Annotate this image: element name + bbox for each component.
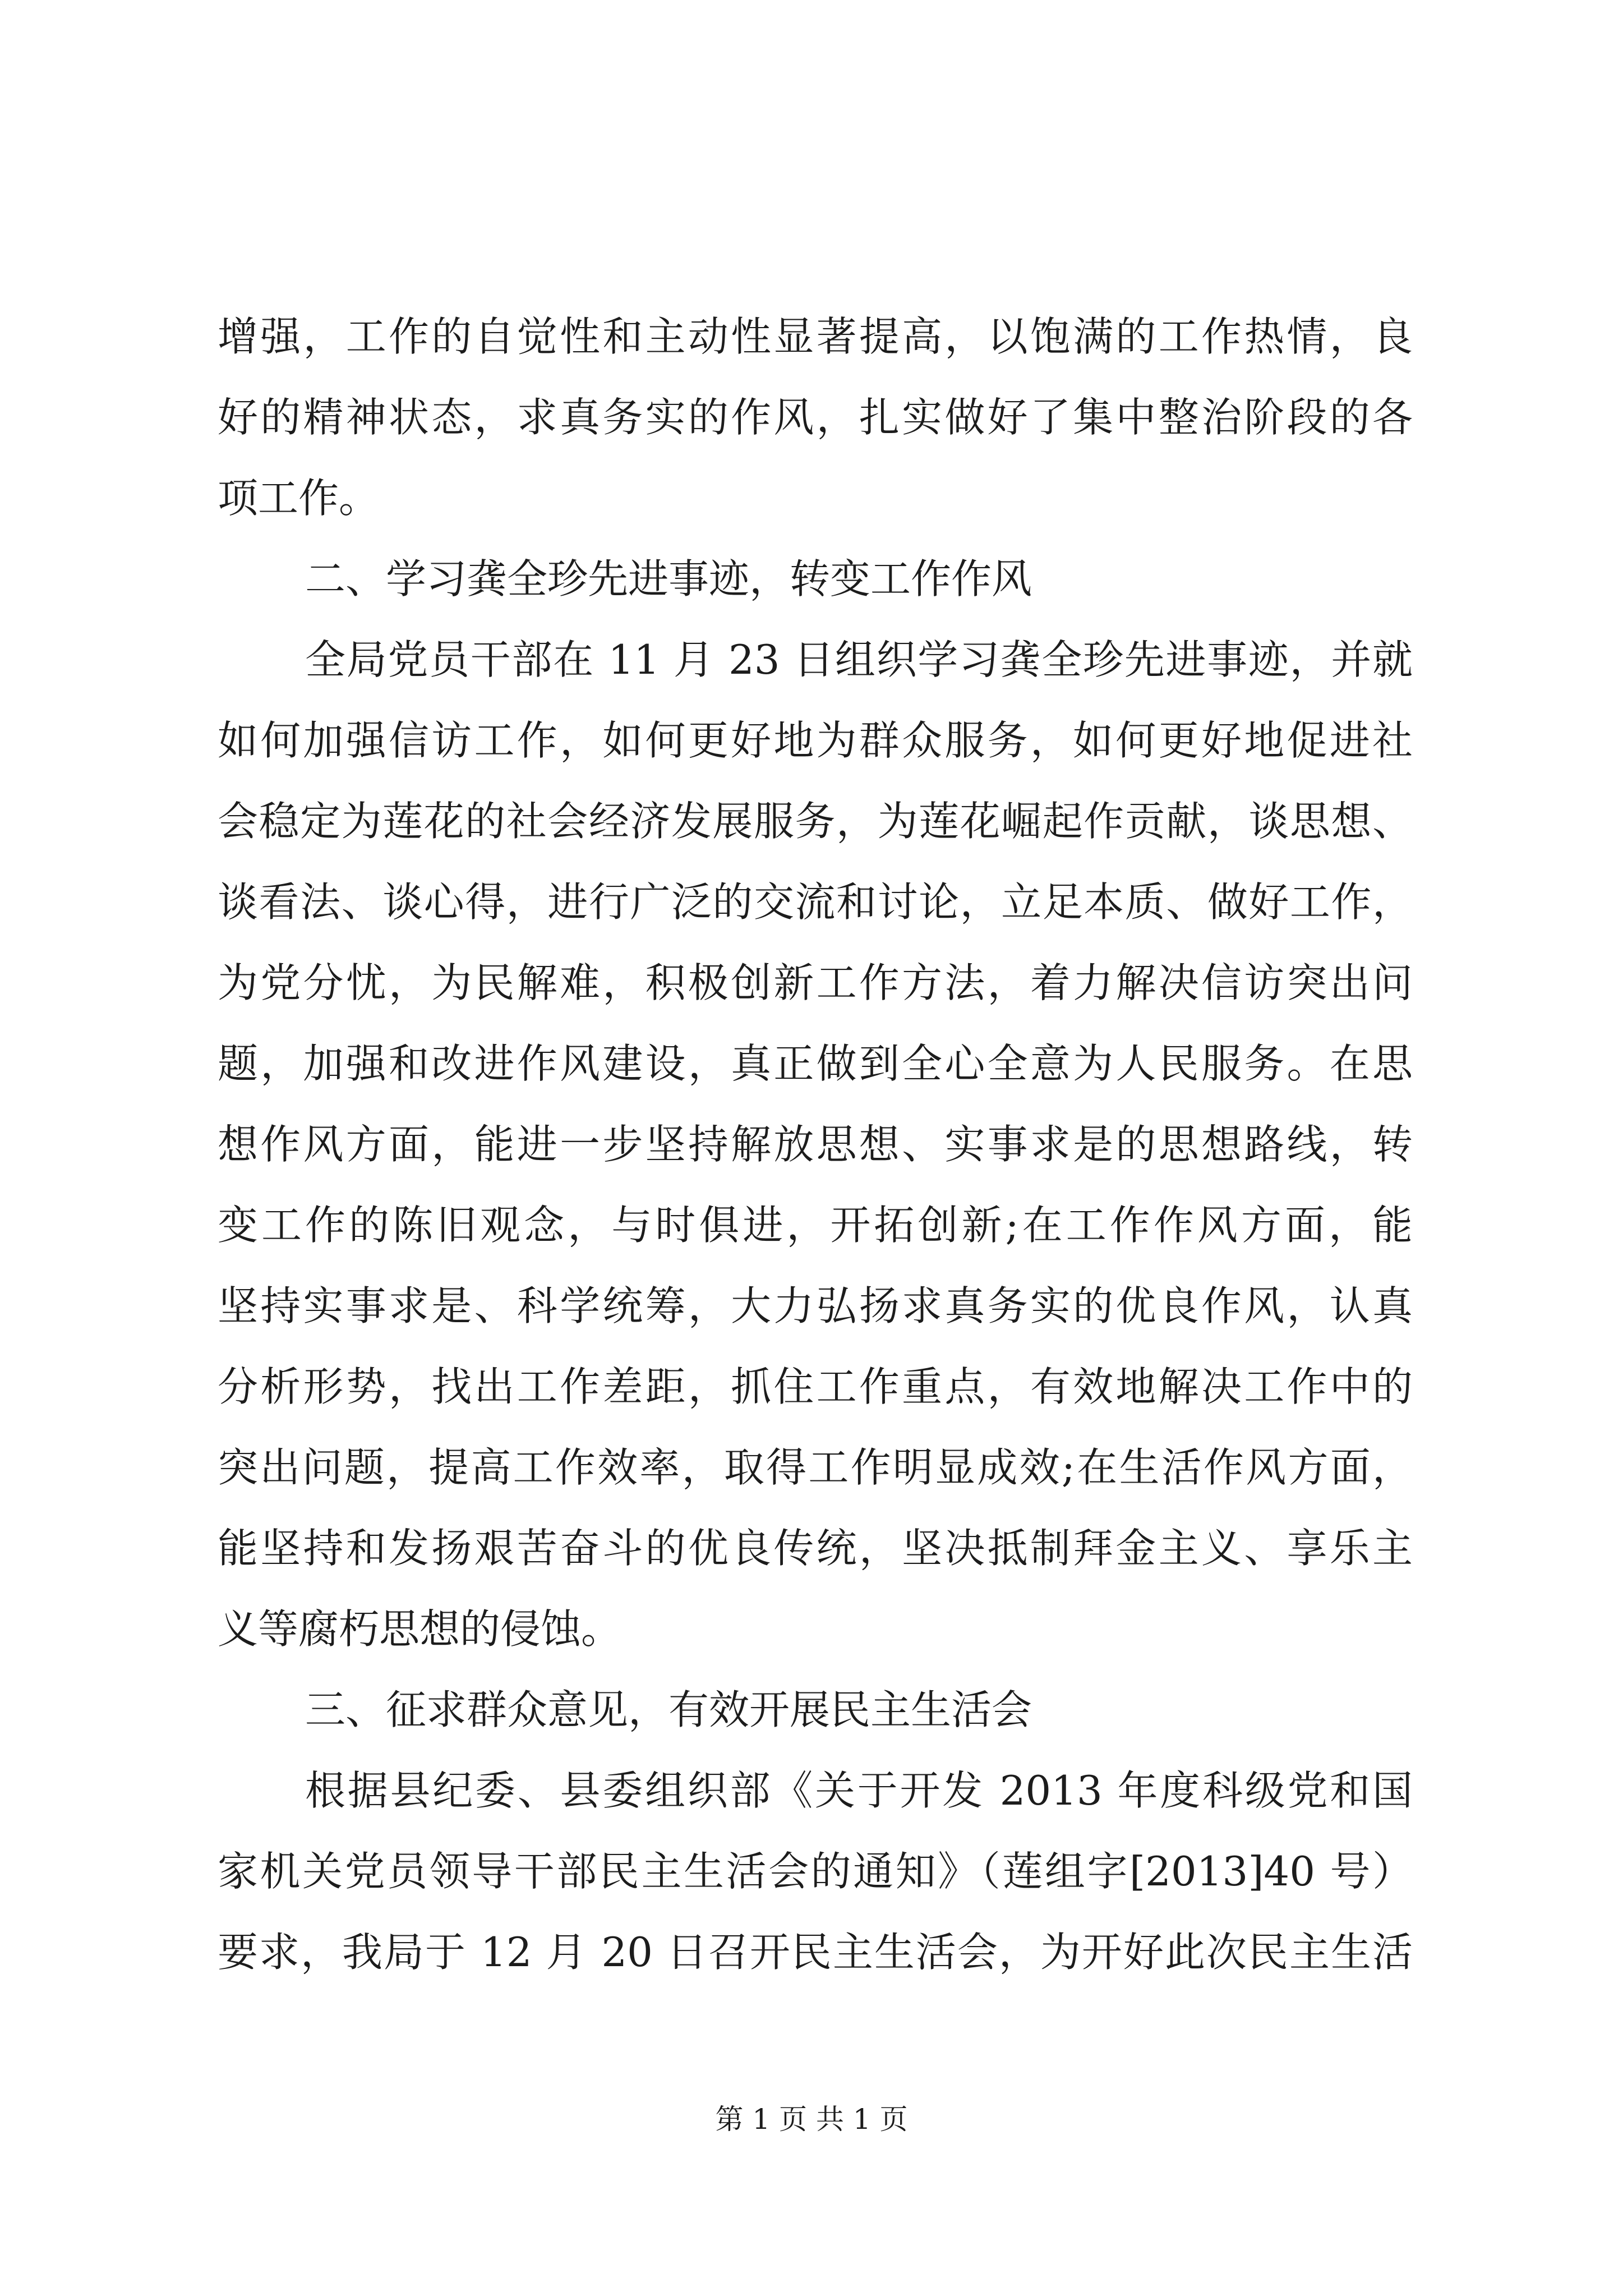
body-text-line: 能坚持和发扬艰苦奋斗的优良传统，坚决抵制拜金主义、享乐主 — [218, 1525, 1413, 1572]
body-text-line: 突出问题，提高工作效率，取得工作明显成效;在生活作风方面， — [218, 1444, 1413, 1491]
body-text-line: 变工作的陈旧观念，与时俱进，开拓创新;在工作作风方面，能 — [218, 1202, 1413, 1249]
body-text-line: 项工作。 — [218, 475, 380, 522]
section-heading: 二、学习龚全珍先进事迹，转变工作作风 — [305, 555, 1032, 602]
body-text-line: 好的精神状态，求真务实的作风，扎实做好了集中整治阶段的各 — [218, 394, 1413, 441]
page-number-footer: 第 1 页 共 1 页 — [715, 2103, 908, 2136]
section-heading: 三、征求群众意见，有效开展民主生活会 — [305, 1686, 1032, 1733]
body-text-line: 题，加强和改进作风建设，真正做到全心全意为人民服务。在思 — [218, 1040, 1413, 1087]
body-text-line: 想作风方面，能进一步坚持解放思想、实事求是的思想路线，转 — [218, 1121, 1413, 1168]
body-text-line: 增强，工作的自觉性和主动性显著提高，以饱满的工作热情，良 — [218, 313, 1413, 360]
body-text-line: 全局党员干部在 11 月 23 日组织学习龚全珍先进事迹，并就 — [305, 636, 1413, 683]
document-body — [218, 296, 1413, 1993]
body-text-line: 谈看法、谈心得，进行广泛的交流和讨论，立足本质、做好工作， — [218, 878, 1413, 926]
body-text-line: 坚持实事求是、科学统筹，大力弘扬求真务实的优良作风，认真 — [218, 1282, 1413, 1329]
body-text-line: 根据县纪委、县委组织部《关于开发 2013 年度科级党和国 — [305, 1767, 1413, 1814]
body-text-line: 要求，我局于 12 月 20 日召开民主生活会，为开好此次民主生活 — [218, 1929, 1413, 1976]
body-text-line: 义等腐朽思想的侵蚀。 — [218, 1605, 622, 1653]
body-text-line: 如何加强信访工作，如何更好地为群众服务，如何更好地促进社 — [218, 717, 1413, 764]
body-text-line: 为党分忧，为民解难，积极创新工作方法，着力解决信访突出问 — [218, 959, 1413, 1006]
body-text-line: 会稳定为莲花的社会经济发展服务，为莲花崛起作贡献，谈思想、 — [218, 798, 1413, 845]
body-text-line: 家机关党员领导干部民主生活会的通知》（莲组字[2013]40 号） — [218, 1848, 1413, 1895]
body-text-line: 分析形势，找出工作差距，抓住工作重点，有效地解决工作中的 — [218, 1363, 1413, 1410]
